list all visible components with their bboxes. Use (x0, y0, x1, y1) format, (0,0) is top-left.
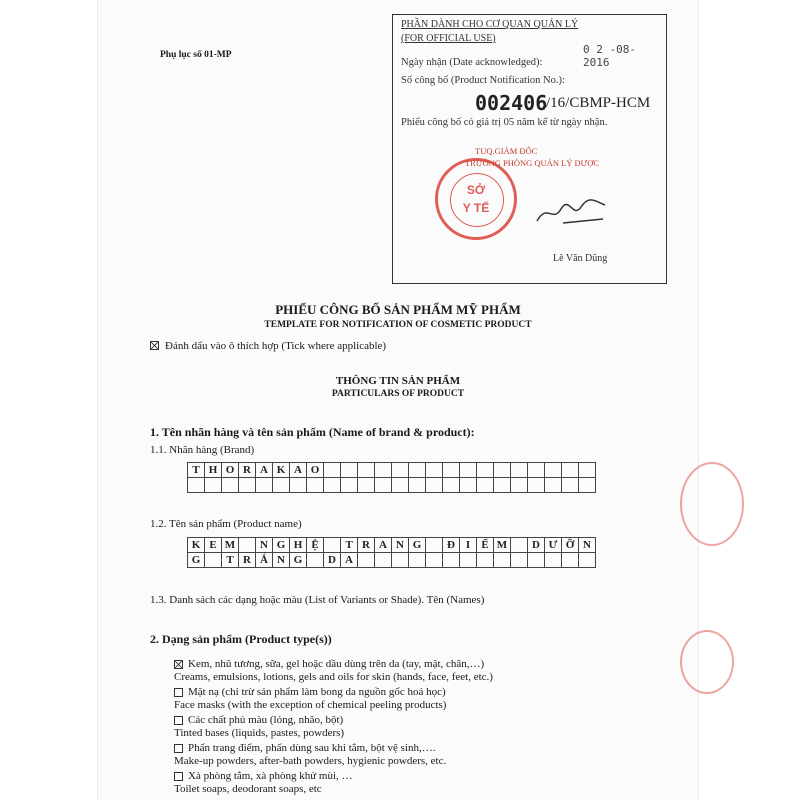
char-cell (358, 478, 375, 493)
notification-number: 002406 (475, 91, 548, 115)
stamp-text-1: SỞ (466, 183, 486, 197)
char-cell (290, 478, 307, 493)
char-cell (392, 478, 409, 493)
product-type-label-en: Make-up powders, after-bath powders, hygienic powders, etc. (174, 755, 447, 767)
signer-title-1: TUQ.GIÁM ĐỐC (475, 146, 538, 156)
char-cell (307, 478, 324, 493)
char-cell (460, 463, 477, 478)
char-cell: Ư (545, 538, 562, 553)
product-type-label-vi: Mặt nạ (chỉ trừ sản phẩm làm bong da nguồn gốc hoá học) (188, 686, 446, 698)
char-cell (409, 463, 426, 478)
char-cell: A (256, 463, 273, 478)
char-cell: T (222, 553, 239, 568)
char-cell (443, 553, 460, 568)
product-type-label-vi: Kem, nhũ tương, sữa, gel hoặc dầu dùng trên da (tay, mặt, chân,…) (188, 658, 485, 670)
char-cell: M (222, 538, 239, 553)
section2-title: 2. Dạng sản phẩm (Product type(s)) (150, 632, 332, 646)
char-cell: A (375, 538, 392, 553)
char-cell (375, 463, 392, 478)
char-cell: G (188, 553, 205, 568)
char-cell (324, 538, 341, 553)
char-cell (409, 553, 426, 568)
char-cell (256, 478, 273, 493)
signer-title-2: TRƯỞNG PHÒNG QUẢN LÝ DƯỢC (465, 158, 600, 168)
product-type-label-en: Tinted bases (liquids, pastes, powders) (174, 727, 345, 739)
product-type-label-vi: Phấn trang điểm, phấn dùng sau khi tắm, bột vệ sinh,…. (188, 742, 436, 754)
char-cell (341, 463, 358, 478)
char-cell (528, 553, 545, 568)
char-cell: D (528, 538, 545, 553)
char-cell (511, 538, 528, 553)
char-cell: I (460, 538, 477, 553)
product-type-checkbox[interactable] (174, 716, 183, 725)
product-type-label-vi: Các chất phủ màu (lỏng, nhão, bột) (188, 714, 344, 726)
product-type-label-vi: Xà phòng tắm, xà phòng khử mùi, … (188, 770, 353, 782)
char-cell (375, 553, 392, 568)
char-cell (528, 478, 545, 493)
char-cell (562, 553, 579, 568)
char-cell (409, 478, 426, 493)
product-type-label-en: Toilet soaps, deodorant soaps, etc (174, 783, 322, 795)
char-cell (494, 553, 511, 568)
brand-char-grid (187, 462, 596, 493)
char-cell (341, 478, 358, 493)
char-cell: Ỡ (562, 538, 579, 553)
char-cell (579, 463, 596, 478)
product-type-label-en: Face masks (with the exception of chemical peeling products) (174, 699, 447, 711)
official-heading-vi: PHẦN DÀNH CHO CƠ QUAN QUẢN LÝ (401, 19, 579, 30)
char-cell: N (579, 538, 596, 553)
notification-number-label: Số công bố (Product Notification No.): (401, 75, 565, 86)
char-cell (511, 478, 528, 493)
char-cell (460, 553, 477, 568)
char-cell (562, 463, 579, 478)
char-cell: T (188, 463, 205, 478)
char-cell: Ắ (256, 553, 273, 568)
char-cell: G (290, 553, 307, 568)
official-use-box (392, 14, 667, 284)
char-cell (205, 553, 222, 568)
char-cell (545, 463, 562, 478)
char-cell: N (273, 553, 290, 568)
char-cell (239, 538, 256, 553)
char-cell (477, 463, 494, 478)
char-cell (545, 553, 562, 568)
char-cell (460, 478, 477, 493)
char-cell: N (256, 538, 273, 553)
variants-label: 1.3. Danh sách các dạng hoặc màu (List of Variants or Shade). Tên (Names) (150, 594, 485, 606)
product-name-label: 1.2. Tên sản phẩm (Product name) (150, 518, 302, 530)
char-cell (273, 478, 290, 493)
char-cell: R (239, 553, 256, 568)
char-cell: H (290, 538, 307, 553)
signer-name: Lê Văn Dũng (553, 253, 608, 264)
char-cell (528, 463, 545, 478)
brand-label: 1.1. Nhãn hàng (Brand) (150, 444, 255, 456)
tick-instruction-row (150, 340, 386, 352)
char-cell (239, 478, 256, 493)
product-type-label-en: Creams, emulsions, lotions, gels and oils for skin (hands, face, feet, etc.) (174, 671, 493, 683)
char-cell (511, 553, 528, 568)
official-seal-stamp (435, 158, 517, 240)
char-cell (222, 478, 239, 493)
signature (533, 193, 613, 233)
char-cell (494, 463, 511, 478)
notification-number-suffix: /16/CBMP-HCM (546, 95, 651, 111)
char-cell: H (205, 463, 222, 478)
char-cell (443, 478, 460, 493)
char-cell: E (205, 538, 222, 553)
product-name-char-grid (187, 537, 596, 568)
tick-example-checkbox (150, 341, 159, 350)
char-cell: D (324, 553, 341, 568)
char-cell (562, 478, 579, 493)
char-cell (579, 478, 596, 493)
received-label: Ngày nhận (Date acknowledged): (401, 57, 543, 68)
validity-note: Phiếu công bố có giá trị 05 năm kể từ ngày nhận. (401, 117, 608, 128)
char-cell: R (239, 463, 256, 478)
annex-label: Phụ lục số 01-MP (160, 50, 232, 60)
char-cell (358, 553, 375, 568)
edge-stamp-1 (680, 462, 744, 546)
char-cell: Ệ (307, 538, 324, 553)
char-cell: Ể (477, 538, 494, 553)
char-cell: G (409, 538, 426, 553)
stamp-text-2: Y TẾ (462, 201, 490, 215)
char-cell: G (273, 538, 290, 553)
product-type-checkbox[interactable] (174, 688, 183, 697)
char-cell (375, 478, 392, 493)
received-date: 0 2 -08- 2016 (583, 43, 636, 69)
tick-instruction: Đánh dấu vào ô thích hợp (Tick where applicable) (165, 340, 387, 352)
char-cell: A (341, 553, 358, 568)
char-cell (426, 463, 443, 478)
char-cell: O (307, 463, 324, 478)
char-cell (426, 538, 443, 553)
document-title-en: TEMPLATE FOR NOTIFICATION OF COSMETIC PRODUCT (264, 320, 532, 330)
edge-stamp-2 (680, 630, 734, 694)
product-type-checkbox[interactable] (174, 744, 183, 753)
char-cell (545, 478, 562, 493)
char-cell (392, 553, 409, 568)
char-cell: K (273, 463, 290, 478)
char-cell (392, 463, 409, 478)
char-cell: R (358, 538, 375, 553)
char-cell: K (188, 538, 205, 553)
char-cell (188, 478, 205, 493)
char-cell (477, 553, 494, 568)
char-cell (324, 463, 341, 478)
char-cell: M (494, 538, 511, 553)
char-cell (426, 553, 443, 568)
char-cell (205, 478, 222, 493)
char-cell: O (222, 463, 239, 478)
char-cell (511, 463, 528, 478)
char-cell (477, 478, 494, 493)
char-cell (579, 553, 596, 568)
particulars-title-en: PARTICULARS OF PRODUCT (331, 389, 465, 399)
official-heading-en: (FOR OFFICIAL USE) (401, 33, 496, 44)
product-type-checkbox[interactable] (174, 660, 183, 669)
char-cell (307, 553, 324, 568)
char-cell: N (392, 538, 409, 553)
char-cell (324, 478, 341, 493)
char-cell (494, 478, 511, 493)
product-type-checkbox[interactable] (174, 772, 183, 781)
char-cell: A (290, 463, 307, 478)
char-cell (358, 463, 375, 478)
char-cell: Đ (443, 538, 460, 553)
char-cell (443, 463, 460, 478)
char-cell: T (341, 538, 358, 553)
section1-title: 1. Tên nhãn hàng và tên sản phẩm (Name of brand & product): (150, 425, 475, 439)
particulars-title-vi: THÔNG TIN SẢN PHẨM (335, 375, 461, 387)
document-title-vi: PHIẾU CÔNG BỐ SẢN PHẨM MỸ PHẨM (275, 302, 521, 317)
char-cell (426, 478, 443, 493)
